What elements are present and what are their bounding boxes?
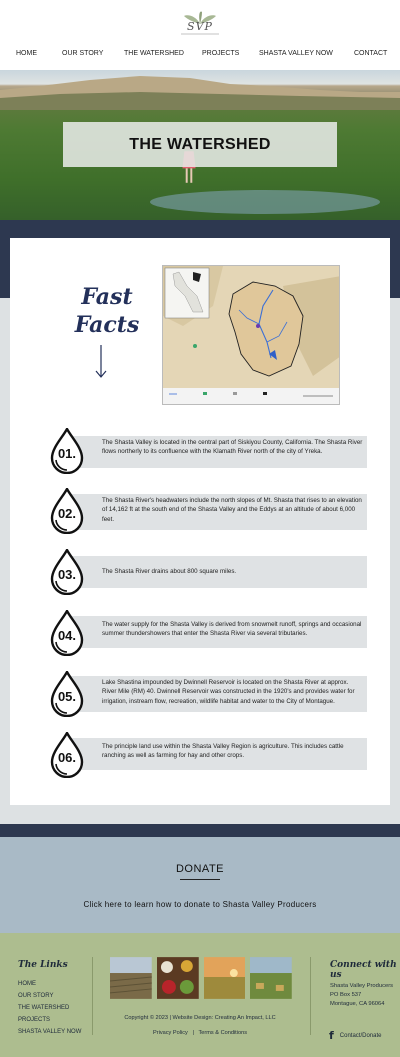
fact-text: The principle land use within the Shasta Valley Region is agriculture. This includes cattle ranching as well as farming for hay and other crops. — [102, 743, 344, 760]
fact-number: 02. — [57, 506, 77, 521]
arrow-down-icon — [94, 345, 108, 379]
hay-field-photo — [250, 957, 292, 999]
fact-item-4 — [40, 610, 370, 660]
address-line-1: Shasta Valley Producers — [330, 983, 394, 989]
watershed-map-graphic — [163, 266, 340, 405]
footer-link-our-story[interactable]: OUR STORY — [18, 993, 54, 999]
footer-link-home[interactable]: HOME — [18, 981, 36, 987]
fact-text: Lake Shastina impounded by Dwinnell Reservoir is located on the Shasta River at approx. River Mile (RM) 40. Dwinnell Reservoir was constructed in the 1920's and provides water for irrigation, instream flow, recreation, wildlife habitat and water to the City of Montague. — [102, 679, 355, 705]
site-footer — [0, 933, 400, 1057]
hero-title-box — [63, 122, 337, 167]
donate-section — [0, 837, 400, 933]
footer-divider-right — [310, 957, 311, 1035]
watershed-map-image — [162, 265, 340, 405]
produce-photo — [157, 957, 199, 999]
navy-band-bottom — [0, 824, 400, 837]
page-title: THE WATERSHED — [129, 135, 271, 153]
donate-underline — [180, 879, 220, 880]
fact-item-5 — [40, 671, 370, 721]
contact-donate-link[interactable] — [329, 1029, 382, 1042]
footer-photo-strip — [110, 957, 292, 999]
fast-facts-line2: Facts — [74, 312, 140, 338]
footer-link-the-watershed[interactable]: THE WATERSHED — [18, 1005, 70, 1011]
footer-divider-left — [92, 957, 93, 1035]
fact-text: The Shasta River drains about 800 square miles. — [102, 568, 237, 575]
sunset-field-photo — [204, 957, 246, 999]
facebook-icon[interactable]: f — [329, 1029, 334, 1042]
nav-the-watershed[interactable]: THE WATERSHED — [124, 50, 184, 57]
footer-links-title: The Links — [18, 960, 68, 970]
main-nav — [0, 50, 400, 62]
footer-link-shasta-valley-now[interactable]: SHASTA VALLEY NOW — [18, 1029, 82, 1035]
fact-number: 05. — [57, 689, 77, 704]
contact-label: Contact/Donate — [339, 1032, 382, 1039]
fact-item-6 — [40, 732, 370, 782]
address-line-2: PO Box 537 — [330, 992, 362, 998]
nav-contact[interactable]: CONTACT — [354, 50, 388, 57]
fast-facts-heading — [70, 283, 144, 339]
footer-links — [18, 978, 81, 1038]
footer-policy-links — [100, 1030, 300, 1036]
footer-link-projects[interactable]: PROJECTS — [18, 1017, 51, 1023]
fact-text: The Shasta Valley is located in the central part of Siskiyou County, California. The Shasta River flows northerly to its confluence with the Klamath River north of the city of Yreka. — [102, 439, 363, 456]
site-header — [0, 0, 400, 70]
address-line-3: Montague, CA 96064 — [330, 1001, 385, 1007]
logo-text: SVP — [187, 20, 213, 33]
footer-address — [330, 982, 393, 1009]
fact-number: 01. — [57, 446, 77, 461]
logo[interactable] — [178, 10, 222, 38]
fact-number: 03. — [57, 567, 77, 582]
policy-separator: | — [192, 1030, 194, 1036]
footer-connect-title: Connect with us — [330, 960, 397, 980]
donate-link[interactable]: Click here to learn how to donate to Shasta Valley Producers — [83, 900, 317, 909]
donate-title: DONATE — [175, 863, 225, 875]
fact-number: 04. — [57, 628, 77, 643]
fact-text: The Shasta River's headwaters include the north slopes of Mt. Shasta that rises to an elevation of 14,162 ft at the south end of the Shasta Valley and the Eddys at an altitude of about 6,000 feet. — [102, 497, 362, 523]
terms-link[interactable]: Terms & Conditions — [198, 1030, 247, 1036]
fact-number: 06. — [57, 750, 77, 765]
field-photo — [110, 957, 152, 999]
nav-projects[interactable]: PROJECTS — [202, 50, 240, 57]
fact-item-1 — [40, 428, 370, 478]
fact-text: The water supply for the Shasta Valley is derived from snowmelt runoff, springs and occasional summer thundershowers that enter the Shasta River via several tributaries. — [102, 621, 362, 638]
fact-item-2 — [40, 488, 370, 538]
hero-landscape-image — [0, 70, 400, 110]
nav-our-story[interactable]: OUR STORY — [62, 50, 104, 57]
nav-shasta-valley-now[interactable]: SHASTA VALLEY NOW — [259, 50, 333, 57]
fast-facts-line1: Fast — [81, 284, 133, 310]
privacy-policy-link[interactable]: Privacy Policy — [152, 1030, 188, 1036]
hero-water — [150, 190, 380, 214]
fact-item-3 — [40, 549, 370, 599]
nav-home[interactable]: HOME — [16, 50, 37, 57]
footer-copyright: Copyright © 2023 | Website Design: Creating An Impact, LLC — [124, 1015, 276, 1021]
